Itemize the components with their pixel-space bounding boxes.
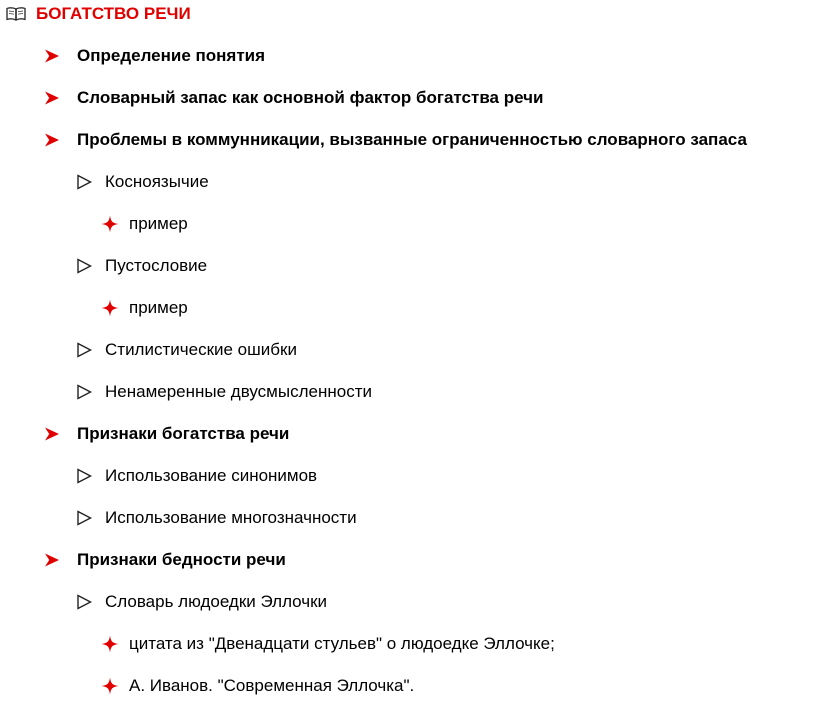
outline-item-text: Словарный запас как основной фактор богатства речи [77, 88, 544, 107]
outline-triangle-icon [74, 592, 94, 612]
outline-item-level-1 [0, 84, 543, 112]
open-book-icon [6, 4, 26, 24]
outline-item-text: цитата из "Двенадцати стульев" о людоедке Эллочке; [129, 634, 555, 653]
outline-triangle-icon [74, 256, 94, 276]
outline-item-level-3 [0, 294, 188, 322]
outline-item-text: пример [129, 214, 188, 233]
outline-item-level-2 [0, 588, 327, 616]
outline-triangle-icon [74, 340, 94, 360]
red-four-point-star-icon [100, 298, 120, 318]
outline-title-row [0, 0, 191, 28]
red-arrowhead-icon [42, 424, 62, 444]
outline-triangle-icon [74, 508, 94, 528]
outline-item-level-3 [0, 672, 414, 700]
outline-item-level-3 [0, 630, 555, 658]
outline-title: БОГАТСТВО РЕЧИ [36, 4, 191, 23]
outline-item-text: А. Иванов. "Современная Эллочка". [129, 676, 415, 695]
outline-item-level-2 [0, 252, 207, 280]
outline-item-level-1 [0, 420, 289, 448]
outline-item-text: Пустословие [105, 256, 208, 275]
outline-item-text: пример [129, 298, 188, 317]
outline-item-level-2 [0, 504, 357, 532]
outline-item-level-2 [0, 168, 209, 196]
outline-item-text: Проблемы в коммунникации, вызванные ограниченностью словарного запаса [77, 130, 747, 149]
outline-item-level-1 [0, 42, 265, 70]
outline-item-level-3 [0, 210, 188, 238]
outline-item-level-2 [0, 378, 372, 406]
outline-item-text: Косноязычие [105, 172, 209, 191]
outline-item-text: Определение понятия [77, 46, 266, 65]
outline-item-level-1 [0, 546, 286, 574]
outline-item-text: Признаки бедности речи [77, 550, 286, 569]
outline-item-level-1 [0, 126, 747, 154]
outline-item-text: Признаки богатства речи [77, 424, 290, 443]
red-arrowhead-icon [42, 88, 62, 108]
outline-triangle-icon [74, 382, 94, 402]
outline-item-level-2 [0, 462, 317, 490]
red-four-point-star-icon [100, 634, 120, 654]
outline-item-text: Стилистические ошибки [105, 340, 297, 359]
outline-item-text: Ненамеренные двусмысленности [105, 382, 372, 401]
outline-triangle-icon [74, 172, 94, 192]
outline-item-text: Использование многозначности [105, 508, 357, 527]
outline-triangle-icon [74, 466, 94, 486]
red-arrowhead-icon [42, 130, 62, 150]
red-arrowhead-icon [42, 550, 62, 570]
red-arrowhead-icon [42, 46, 62, 66]
outline-item-text: Словарь людоедки Эллочки [105, 592, 328, 611]
outline-item-text: Использование синонимов [105, 466, 318, 485]
outline-item-level-2 [0, 336, 297, 364]
red-four-point-star-icon [100, 214, 120, 234]
red-four-point-star-icon [100, 676, 120, 696]
